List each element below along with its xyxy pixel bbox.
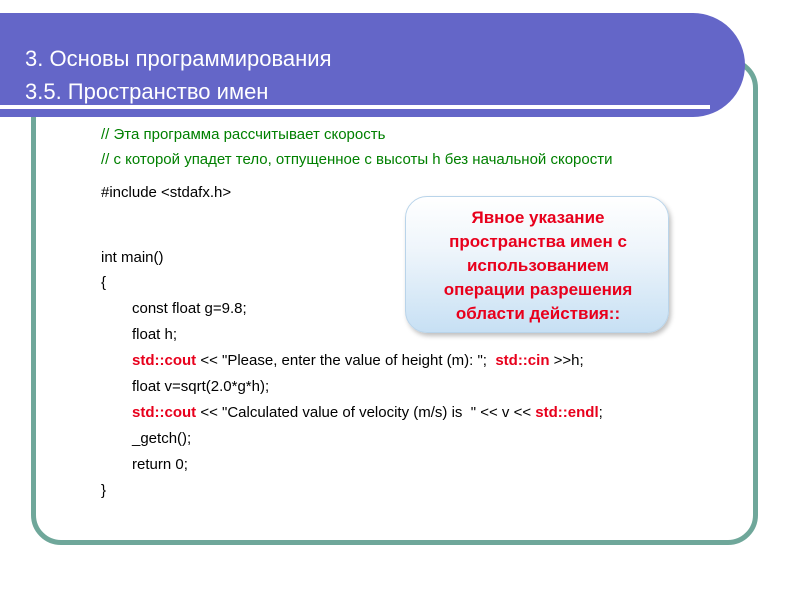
callout-line-4: операции разрешения [443,280,633,299]
code-cout-output-line [132,404,603,421]
code-close-brace: } [101,482,107,499]
code-float-h-line: float h; [132,326,178,343]
code-text: ; [598,404,603,421]
code-text: >>h; [549,352,584,369]
code-keyword: std::cout [132,352,197,369]
slide-title: 3. Основы программирования [25,46,332,71]
code-keyword: std::cout [132,404,197,421]
code-text: << "Please, enter the value of height (m): "; [196,352,496,369]
callout-line-2: пространства имен с [449,232,627,251]
code-const-line: const float g=9.8; [132,300,247,317]
code-main-signature: int main() [101,249,164,266]
callout-line-5: области действия:: [455,304,621,323]
code-comment-2: // с которой упадет тело, отпущенное с высоты h без начальной скорости [101,151,613,168]
code-keyword: std::cin [495,352,550,369]
callout-line-1: Явное указание [471,208,605,227]
code-float-v-line: float v=sqrt(2.0*g*h); [132,378,270,395]
code-getch-line: _getch(); [132,430,192,447]
code-return-line: return 0; [132,456,188,473]
namespace-callout [405,196,669,333]
code-keyword: std::endl [535,404,599,421]
code-open-brace: { [101,274,107,291]
code-text: << "Calculated value of velocity (m/s) is " << v << [196,404,536,421]
header-divider [0,105,710,109]
code-include: #include <stdafx.h> [101,184,232,201]
code-cout-input-line [132,352,584,369]
slide-header [0,13,745,117]
callout-line-3: использованием [466,256,609,275]
code-comment-1: // Эта программа рассчитывает скорость [101,126,386,143]
slide-subtitle: 3.5. Пространство имен [25,79,269,104]
